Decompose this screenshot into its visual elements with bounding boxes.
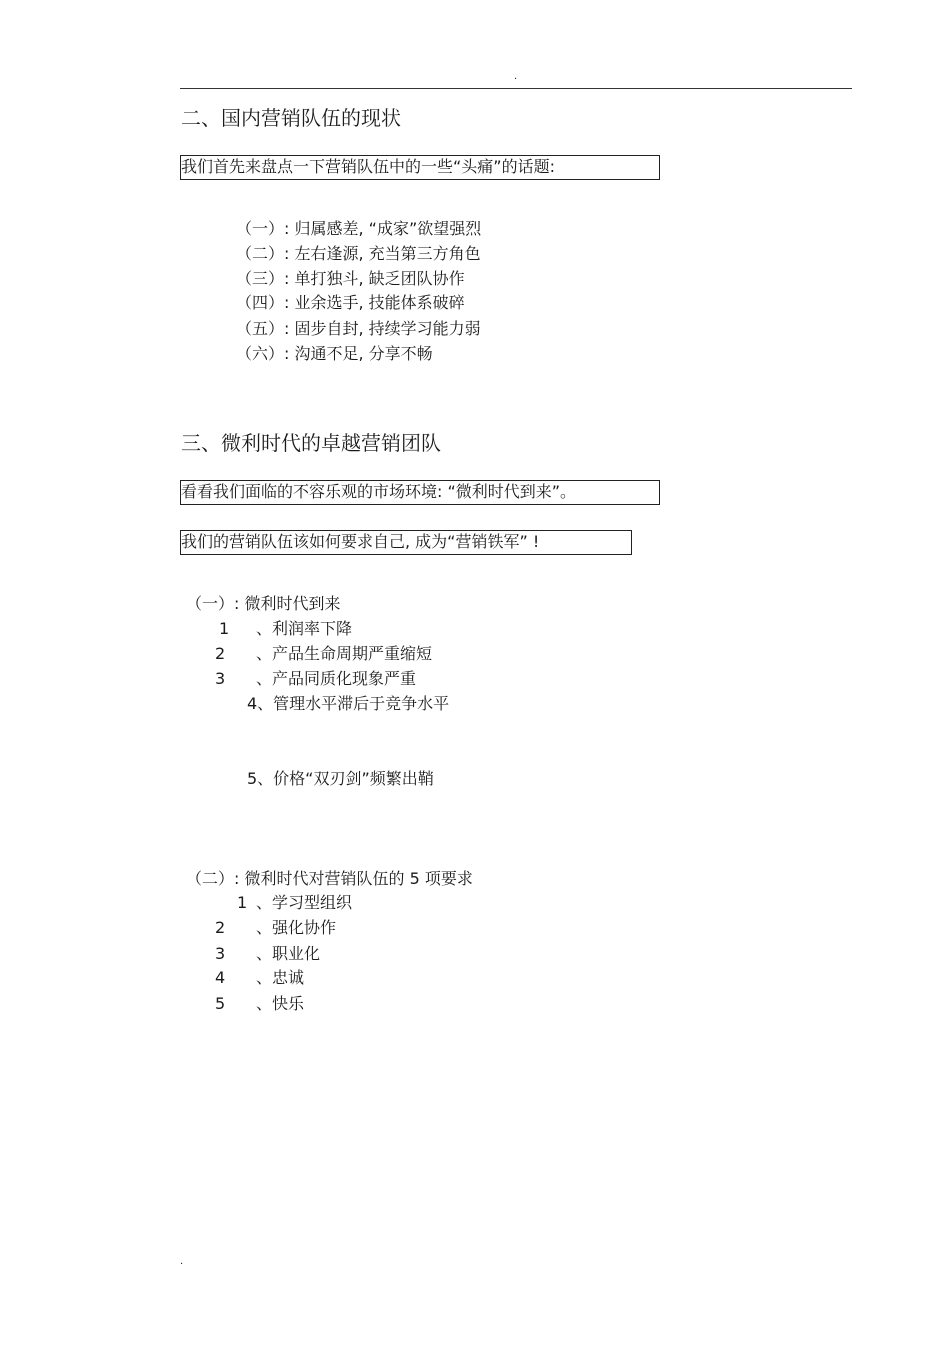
list-item-number: 4 [215,968,226,987]
list-item: （一）: 归属感差, “成家”欲望强烈 [236,219,482,238]
list-item: 、忠诚 [256,968,305,987]
header-rule [180,88,852,89]
list-item: （三）: 单打独斗, 缺乏团队协作 [236,269,465,288]
subsection-1-heading: （一）: 微利时代到来 [186,594,341,613]
list-item: （四）: 业余选手, 技能体系破碎 [236,293,465,312]
list-item-number: 2 [215,644,226,663]
list-item: 、学习型组织 [256,893,353,912]
subsection-2-heading: （二）: 微利时代对营销队伍的 5 项要求 [186,869,473,888]
section-3-title: 三、微利时代的卓越营销团队 [181,431,441,455]
list-item-number: 5 [215,994,226,1013]
header-dot: . [514,71,518,82]
list-item: 、产品生命周期严重缩短 [256,644,433,663]
footer-dot: . [180,1256,184,1267]
list-item: 、产品同质化现象严重 [256,669,417,688]
section-3-box-2: 我们的营销队伍该如何要求自己, 成为“营销铁军” ! [180,530,632,555]
list-item-number: 2 [215,918,226,937]
list-item: （五）: 固步自封, 持续学习能力弱 [236,319,481,338]
list-item: 、强化协作 [256,918,337,937]
list-item-number: 3 [215,944,226,963]
list-item-number: 1 [219,619,230,638]
list-item: （二）: 左右逢源, 充当第三方角色 [236,244,481,263]
section-2-title: 二、国内营销队伍的现状 [181,106,401,130]
list-item: 、快乐 [256,994,305,1013]
list-item: 5、价格“双刃剑”频繁出鞘 [247,769,434,788]
list-item-number: 1 [237,893,248,912]
section-3-box-1: 看看我们面临的不容乐观的市场环境: “微利时代到来”。 [180,480,660,505]
list-item-number: 3 [215,669,226,688]
list-item: 、职业化 [256,944,321,963]
section-2-boxed-text: 我们首先来盘点一下营销队伍中的一些“头痛”的话题: [180,155,660,180]
list-item: （六）: 沟通不足, 分享不畅 [236,344,433,363]
list-item: 4、管理水平滞后于竞争水平 [247,694,450,713]
list-item: 、利润率下降 [256,619,353,638]
